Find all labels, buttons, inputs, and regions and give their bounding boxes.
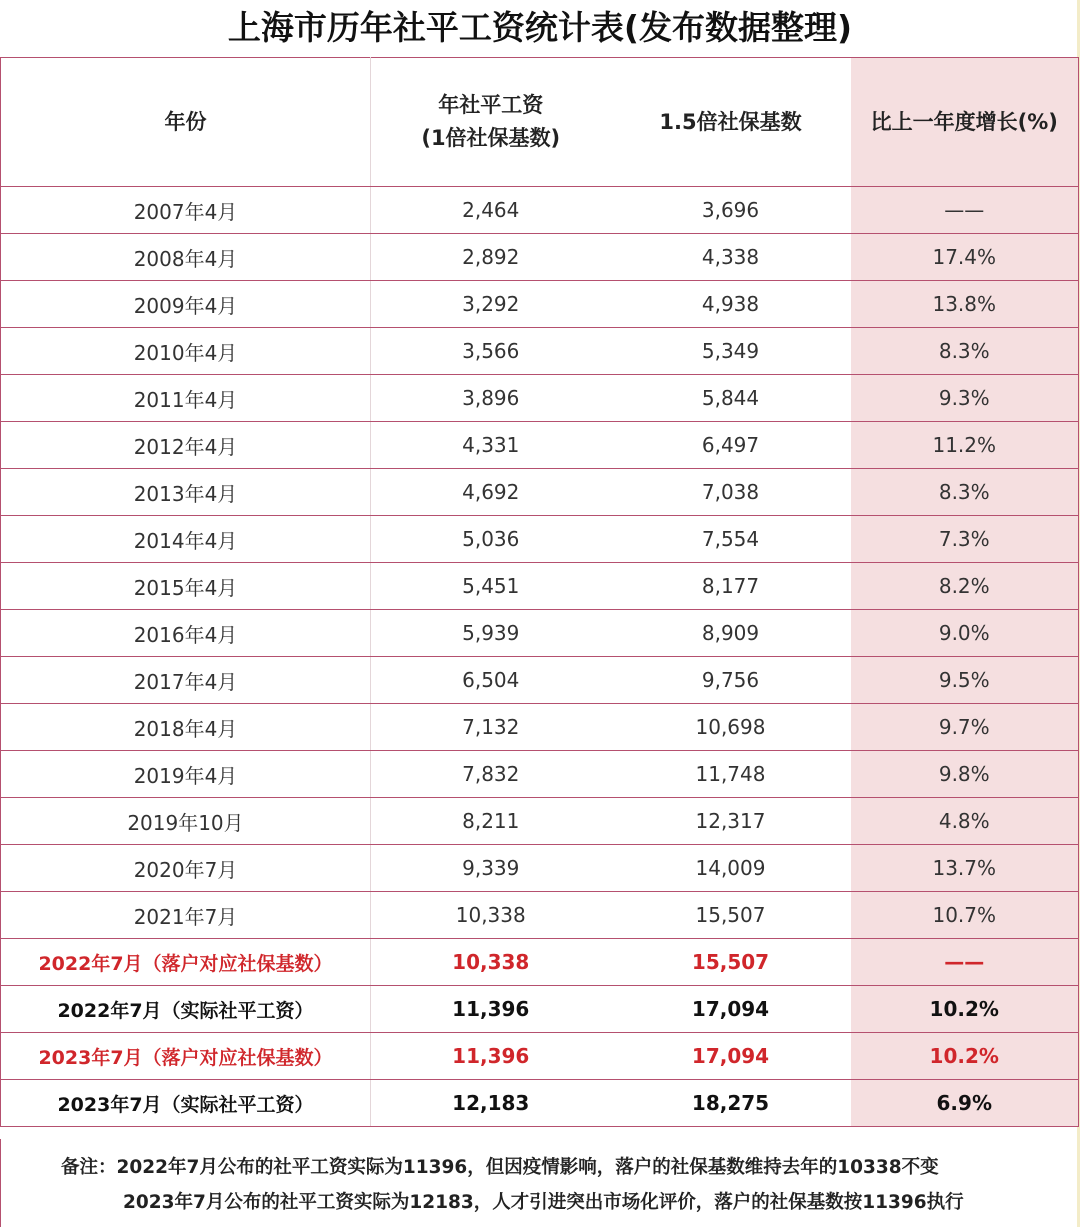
cell-base15: 5,844 [611, 375, 851, 422]
cell-year: 2016年4月 [1, 610, 371, 657]
table-row [1, 187, 1079, 234]
cell-base15: 6,497 [611, 422, 851, 469]
header-wage-line1: 年社平工资 [438, 93, 544, 117]
cell-year: 2014年4月 [1, 516, 371, 563]
cell-growth: 11.2% [851, 422, 1079, 469]
cell-growth: 9.5% [851, 657, 1079, 704]
page-title: 上海市历年社平工资统计表(发布数据整理) [227, 8, 853, 47]
cell-wage: 11,396 [371, 1033, 611, 1080]
cell-base15: 12,317 [611, 798, 851, 845]
cell-year: 2022年7月（实际社平工资） [1, 986, 371, 1033]
cell-growth: 4.8% [851, 798, 1079, 845]
cell-growth: —— [851, 939, 1079, 986]
cell-base15: 4,938 [611, 281, 851, 328]
cell-wage: 5,036 [371, 516, 611, 563]
cell-wage: 9,339 [371, 845, 611, 892]
header-wage-line2: (1倍社保基数) [421, 126, 561, 150]
cell-growth: —— [851, 187, 1079, 234]
cell-wage: 3,292 [371, 281, 611, 328]
cell-growth: 9.0% [851, 610, 1079, 657]
cell-growth: 6.9% [851, 1080, 1079, 1127]
table-row [1, 704, 1079, 751]
cell-year: 2015年4月 [1, 563, 371, 610]
table-row [1, 892, 1079, 939]
cell-year: 2017年4月 [1, 657, 371, 704]
cell-growth: 10.7% [851, 892, 1079, 939]
cell-year: 2007年4月 [1, 187, 371, 234]
cell-base15: 9,756 [611, 657, 851, 704]
table-row [1, 516, 1079, 563]
cell-base15: 14,009 [611, 845, 851, 892]
cell-wage: 3,896 [371, 375, 611, 422]
cell-year: 2019年4月 [1, 751, 371, 798]
cell-growth: 13.8% [851, 281, 1079, 328]
table-row [1, 1080, 1079, 1127]
cell-wage: 4,331 [371, 422, 611, 469]
table-row [1, 281, 1079, 328]
cell-base15: 10,698 [611, 704, 851, 751]
cell-growth: 9.7% [851, 704, 1079, 751]
cell-wage: 4,692 [371, 469, 611, 516]
wage-table [0, 57, 1079, 1127]
cell-wage: 8,211 [371, 798, 611, 845]
cell-base15: 4,338 [611, 234, 851, 281]
cell-year: 2013年4月 [1, 469, 371, 516]
cell-wage: 7,132 [371, 704, 611, 751]
cell-wage: 5,939 [371, 610, 611, 657]
cell-growth: 17.4% [851, 234, 1079, 281]
cell-year: 2021年7月 [1, 892, 371, 939]
cell-growth: 9.8% [851, 751, 1079, 798]
cell-growth: 13.7% [851, 845, 1079, 892]
table-row [1, 1033, 1079, 1080]
cell-wage: 12,183 [371, 1080, 611, 1127]
table-row [1, 798, 1079, 845]
cell-base15: 5,349 [611, 328, 851, 375]
cell-year: 2008年4月 [1, 234, 371, 281]
cell-wage: 10,338 [371, 892, 611, 939]
cell-base15: 17,094 [611, 986, 851, 1033]
table-row [1, 610, 1079, 657]
table-row [1, 563, 1079, 610]
cell-wage: 2,464 [371, 187, 611, 234]
cell-base15: 15,507 [611, 892, 851, 939]
cell-year: 2022年7月（落户对应社保基数） [1, 939, 371, 986]
cell-growth: 10.2% [851, 986, 1079, 1033]
footnote [0, 1139, 1078, 1227]
table-row [1, 469, 1079, 516]
cell-wage: 7,832 [371, 751, 611, 798]
header-growth: 比上一年度增长(%) [851, 58, 1079, 187]
cell-year: 2018年4月 [1, 704, 371, 751]
header-wage [371, 58, 611, 187]
cell-base15: 7,038 [611, 469, 851, 516]
cell-year: 2019年10月 [1, 798, 371, 845]
cell-base15: 18,275 [611, 1080, 851, 1127]
cell-growth: 7.3% [851, 516, 1079, 563]
table-row [1, 986, 1079, 1033]
cell-wage: 10,338 [371, 939, 611, 986]
cell-base15: 8,177 [611, 563, 851, 610]
cell-year: 2020年7月 [1, 845, 371, 892]
header-year: 年份 [1, 58, 371, 187]
cell-base15: 15,507 [611, 939, 851, 986]
cell-year: 2011年4月 [1, 375, 371, 422]
footnote-line2: 2023年7月公布的社平工资实际为12183，人才引进突出市场化评价，落户的社保基数按11396执行 [123, 1192, 964, 1213]
table-row [1, 375, 1079, 422]
table-row [1, 657, 1079, 704]
table-row [1, 845, 1079, 892]
table-row [1, 422, 1079, 469]
table-body [1, 187, 1079, 1127]
cell-growth: 10.2% [851, 1033, 1079, 1080]
cell-base15: 17,094 [611, 1033, 851, 1080]
cell-wage: 11,396 [371, 986, 611, 1033]
cell-wage: 5,451 [371, 563, 611, 610]
cell-year: 2023年7月（实际社平工资） [1, 1080, 371, 1127]
cell-base15: 7,554 [611, 516, 851, 563]
header-base15: 1.5倍社保基数 [611, 58, 851, 187]
cell-growth: 9.3% [851, 375, 1079, 422]
cell-year: 2023年7月（落户对应社保基数） [1, 1033, 371, 1080]
table-row [1, 234, 1079, 281]
table-row [1, 939, 1079, 986]
table-header-row [1, 58, 1079, 187]
footnote-line1: 备注：2022年7月公布的社平工资实际为11396，但因疫情影响，落户的社保基数维持去年的10338不变 [61, 1157, 939, 1178]
cell-base15: 8,909 [611, 610, 851, 657]
table-row [1, 328, 1079, 375]
cell-year: 2012年4月 [1, 422, 371, 469]
cell-wage: 3,566 [371, 328, 611, 375]
cell-wage: 6,504 [371, 657, 611, 704]
cell-base15: 3,696 [611, 187, 851, 234]
cell-growth: 8.3% [851, 328, 1079, 375]
cell-wage: 2,892 [371, 234, 611, 281]
cell-year: 2009年4月 [1, 281, 371, 328]
cell-growth: 8.2% [851, 563, 1079, 610]
cell-growth: 8.3% [851, 469, 1079, 516]
cell-base15: 11,748 [611, 751, 851, 798]
table-row [1, 751, 1079, 798]
cell-year: 2010年4月 [1, 328, 371, 375]
